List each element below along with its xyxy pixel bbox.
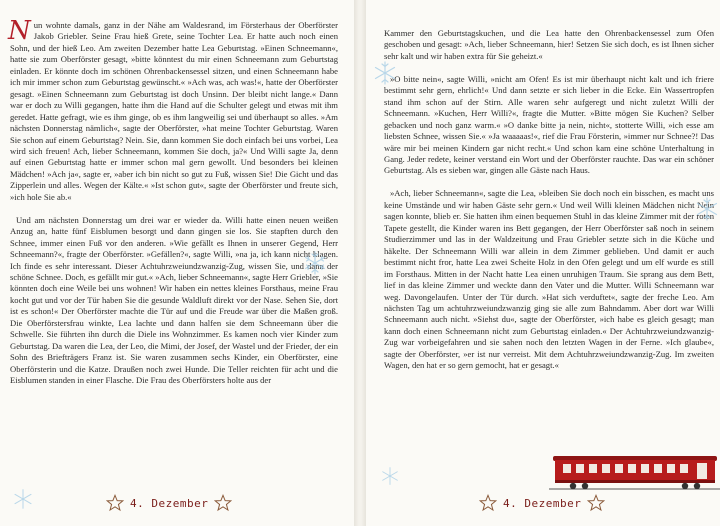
left-page-text xyxy=(8,16,338,387)
left-page-footer xyxy=(106,494,232,512)
left-paragraph-1 xyxy=(8,16,338,203)
right-page-text xyxy=(384,28,714,372)
right-paragraph-3: »Ach, lieber Schneemann«, sagte die Lea, »bleiben Sie doch noch ein bisschen, es macht uns keine Umstände und wir haben Gäste sehr gern.« Und weil Willi kleinen Mädchen nicht Nein sagen konnte, blieb er. Sie hatten ihm einen bequemen Stuhl in das kleine Zimmer mit der roten Tapete gestellt, die Kinder waren ins Bett gegangen, der Herr Oberförster saß noch in seinem Studierzimmer und las in der Waldzeitung und Frau Griebler setzte sich in die Küche und häkelte. Der Schneemann Willi war allein in dem Zimmer geblieben. Und damit er auch bestimmt nicht fror, hatte Lea zwei Scheite Holz in den Ofen gelegt und um elf wurde es still im Forsthaus. Mitten in der Nacht hatte Lea einen unruhigen Traum. Sie sprang aus dem Bett, lief in das kleine Zimmer und weckte dann den Vater und die Mutter. Willi Schneemann war weg. Davongelaufen. Unter der Tür durch. »Hat sich verduftet«, sagte der freche Leo. Am nächsten Tag um achtuhrzweiundzwanzig ging sie alle zum Bahndamm. Aber dort war Willi Schneemann auch nicht. »Siehst du«, sagte der Oberförster, »ich habe es gleich gesagt; man kann doch einen Schneemann nicht zum Geburtstag einladen.« Der Achtuhrzweiundzwanzig-Zug war vorbeigefahren und sie sahen noch den letzten Wagen in der Ferne. »Ich glaube«, sagte der Oberförster, »er ist nur verreist. Mit dem Achtuhrzweiundzwanzig-Zug. Im zweiten Wagen, den hat er so gern gemocht, hat er gesagt.« xyxy=(384,188,714,371)
train-car-illustration xyxy=(549,450,720,492)
snowflake-icon xyxy=(694,196,720,222)
book-gutter xyxy=(354,0,366,526)
snowflake-icon xyxy=(302,250,328,276)
snowflake-icon xyxy=(12,488,34,510)
right-page xyxy=(366,0,720,526)
snowflake-icon xyxy=(380,466,400,486)
right-page-footer xyxy=(479,494,605,512)
left-page xyxy=(0,0,354,526)
left-paragraph-2: Und am nächsten Donnerstag um drei war er wieder da. Willi hatte einen neuen weißen Anzug an, hatte fünf Eisblumen besorgt und dann gingen sie los. Sie stapften durch den Schnee, immer einen Fuß vor den anderen. »Wie gefällt es Ihnen in unserer Gegend, Herr Schneemann?«, fragte der Oberförster. »Gefällen?«, sagte Willi, »na ja, ich kann nicht klagen. Ich finde es sehr interessant. Dieser Achtuhrzweiundzwanzig-Zug, wissen Sie, und dann der schöne Schnee. Doch, es gefällt mir gut.« »Ach, lieber Schneemann«, sagte Herr Griebler, »Sie könnten doch eine Weile bei uns wohnen! Wir haben ein nettes kleines Forsthaus, meine Frau kocht gut und vor der Tür haben Sie die gesunde Waldluft direkt vor der Nase. Sehen Sie, dort ist es schon!« Der Oberförster machte die Tür auf und die Freude war über die Maßen groß. Die Oberförstersfrau winkte, Lea lachte und dann halfen sie dem Schneemann über die Schwelle. Sie führten ihn durch die Diele ins Wohnzimmer. Es kamen noch vier Kinder zum Geburtstag. Da waren die Lea, der Leo, die Mimi, der Josef, der Wastel und der Frieder, der ein Sohn des Briefträgers Franz ist. Sie waren zusammen sechs Kinder, ein Oberförster, eine Oberförsterin und die Katze. Draußen noch zwei Hunde. Die Teller reichten für acht und die Eisblumen standen in einer Flasche. Die Frau des Oberförsters holte aus der xyxy=(10,214,338,386)
star-outline-icon xyxy=(214,494,232,512)
snowflake-icon xyxy=(372,60,398,86)
star-outline-icon xyxy=(479,494,497,512)
right-paragraph-1: Kammer den Geburtstagskuchen, und die Lea hatte den Ohrenbackensessel zum Ofen geschoben und gesagt: »Ach, lieber Schneemann, hier! Setzen Sie sich doch, es ist Ihnen sicher sehr kalt und wir haben extra für Sie geheizt.« xyxy=(384,28,714,61)
left-paragraph-1-text: un wohnte damals, ganz in der Nähe am Waldesrand, im Försterhaus der Oberförster Jakob Griebler. Seine Frau hieß Grete, seine Tochter Lea. Er hatte auch noch einen Sohn, und der hieß Leo. Am zweiten Dezember hatte Lea Geburtstag. »Einen Schneemann«, hatte sie zum Oberförster gesagt, »bitte könntest du mir einen Schneemann zum Geburtstag einladen. Er könnte doch im schönen Ohrenbackensessel sitzen, und einen Schneemann habe ich mir immer schon zum Geburtstag gewünscht.« »Ach was, ach was!«, hatte der Oberförster gesagt. »Einen Schneemann zum Geburtstag ist doch Unsinn. Der bleibt nicht lange.« Dann war er doch zu Willi gegangen, hatte ihm die Hand auf die Schulter gelegt und etwas mit ihm geredet. Hatte gefragt, wie es ihm ginge, ob es ihm langweilig sei und überhaupt so alles. »Am nächsten Donnerstag nämlich«, sagte der Oberförster, »hat meine Tochter Geburtstag. Waren Sie schon auf einem Geburtstag? Nein. Sie, dann kommen Sie doch einfach bei uns vorbei, Lea wird sich freuen! Ach, lieber Schneemann, kommen Sie doch, ja?« Und Willi sagte Ja, denn auf einen Geburtstag hatte er immer schon mal gern gewollt. Und besonders bei kleinen Mädchen! »Ach ja«, sagte er, »aber ich bin nicht so gut zu Fuß, wissen Sie! Die Gicht und das Zipperlein und alles. Wegen der Kälte.« »Ist schon gut«, sagte der Oberförster und freute sich, »ich hole Sie ab.« xyxy=(10,20,338,202)
star-outline-icon xyxy=(106,494,124,512)
chapter-date-label: 4. Dezember xyxy=(503,496,582,510)
chapter-date-label: 4. Dezember xyxy=(130,496,209,510)
star-outline-icon xyxy=(587,494,605,512)
right-paragraph-2: »O bitte nein«, sagte Willi, »nicht am Ofen! Es ist mir überhaupt nicht kalt und ich friere bestimmt sehr gern, ehrlich!« Und dann setzte er sich lieber in die Ecke. Ein Wassertropfen stand ihm schon auf der Stirn. Alle waren sehr aufgeregt und nicht zuletzt Willi der Schneemann. »Kuchen, Herr Willi?«, fragte die Mutter. »Bitte mögen Sie Kuchen? Selber gebacken und noch ganz warm.« »O danke bitte ja nein, nicht«, stotterte Willi, »ich esse am liebsten Schnee, wissen Sie.« »Ja waaaaas!«, rief die Frau Försterin, »immer nur Schnee?! Das wäre mir bei meinen Kindern gar nicht recht.« Und schon kam eine schöne Unterhaltung in Gang. Jeder redete, keiner verstand ein Wort und der Oberförster rauchte. Das war ein schöner Geburtstag. Als es sieben war, gingen alle Gäste nach Haus. xyxy=(384,73,714,176)
dropcap-letter: N xyxy=(8,16,31,46)
